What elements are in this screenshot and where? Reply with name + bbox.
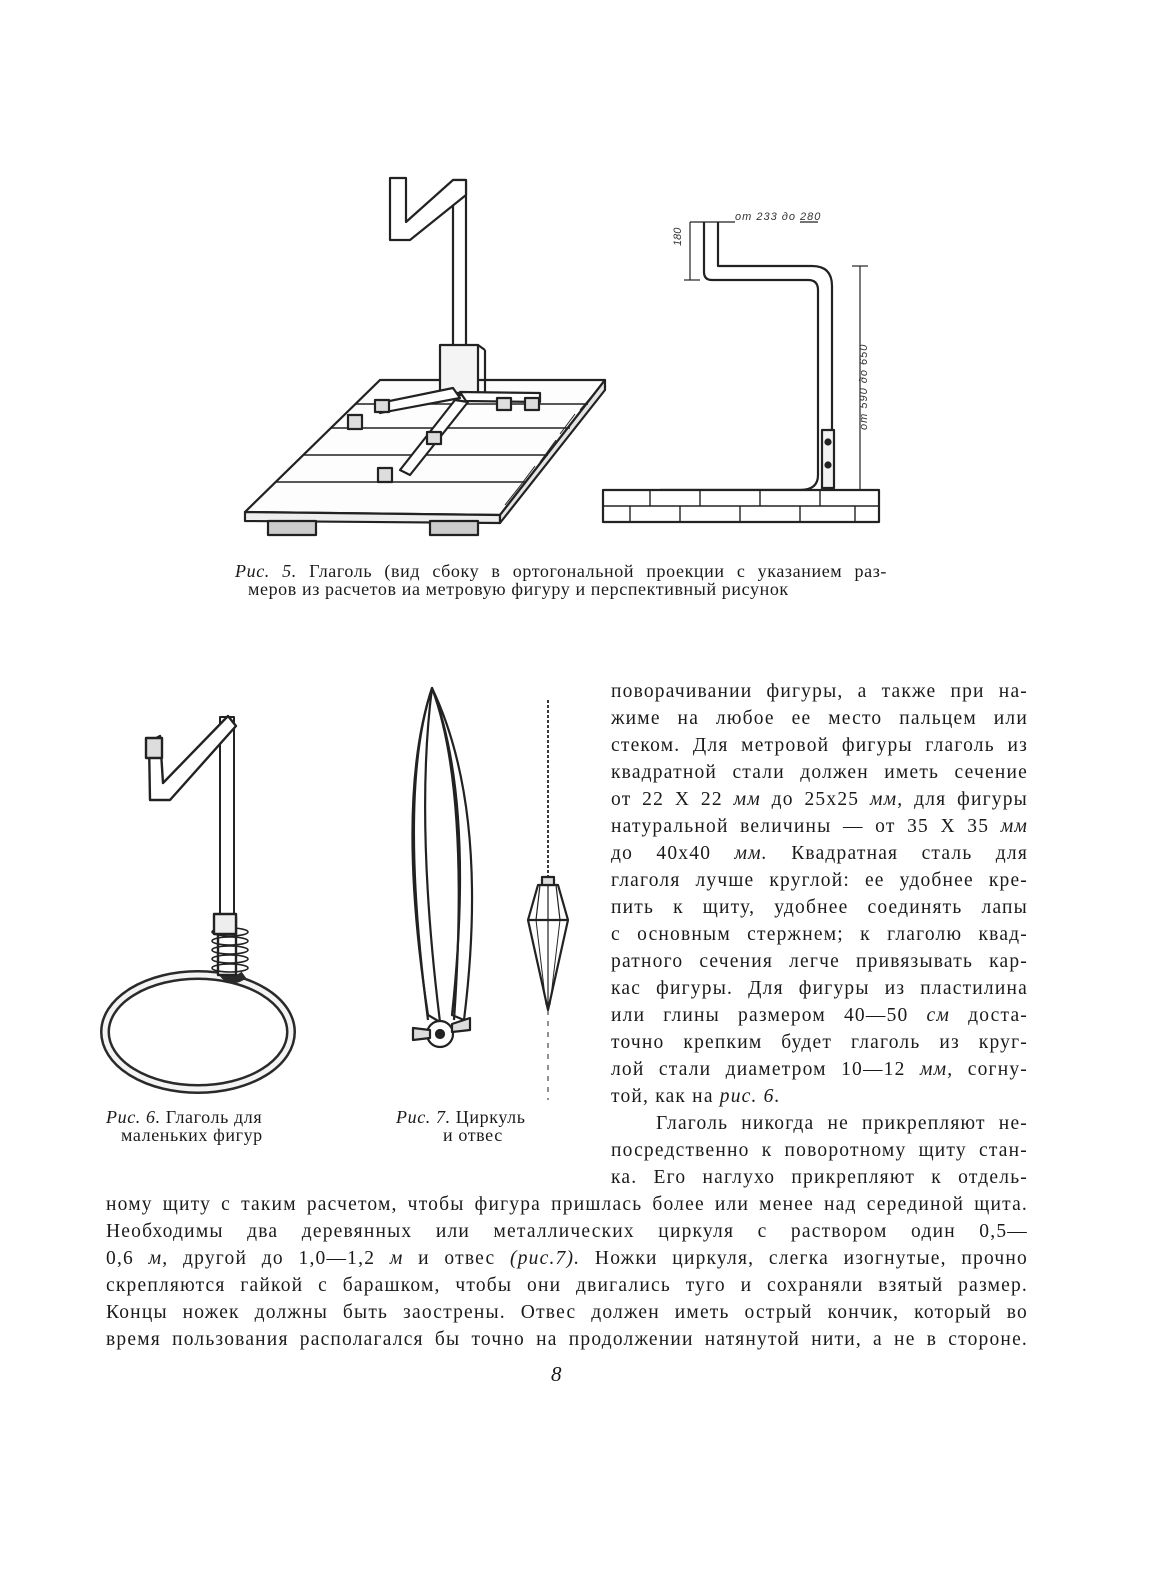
text-line: квадратной стали должен иметь сечение [611,762,1028,783]
text-line: до 40x40 мм. Квадратная сталь для [611,843,1028,864]
figure5-caption-line2: меров из расчетов иа метровую фигуру и перспективный рисунок [248,579,789,599]
figure6-caption-line1: Глаголь для [165,1107,263,1127]
figure5-caption-label: Рис. 5. [235,561,297,581]
dimension-label-right: от 590 до 650 [858,343,870,430]
figure7-caption-label: Рис. 7. [396,1107,451,1127]
paragraph-start: Глаголь никогда не прикрепляют не- [656,1113,1028,1134]
text-line: глаголя лучше круглой: ее удобнее кре- [611,870,1028,891]
figure5-caption-line1: Глаголь (вид сбоку в ортогональной проекции с указанием раз- [309,561,887,581]
text-line: 0,6 м, другой до 1,0—1,2 м и отвес (рис.7). Ножки циркуля, слегка изогнутые, прочно [106,1248,1028,1269]
text-line: посредственно к поворотному щиту стан- [611,1140,1028,1161]
dimension-label-left: 180 [672,227,684,246]
text-line: ному щиту с таким расчетом, чтобы фигура пришлась более или менее над серединой щита. [106,1194,1028,1215]
text-line: пить к щиту, удобнее соединять лапы [611,897,1028,918]
text-line: Концы ножек должны быть заострены. Отвес должен иметь острый кончик, который во [106,1302,1028,1323]
text-line: Необходимы два деревянных или металлических циркуля с раствором один 0,5— [106,1221,1028,1242]
page-number: 8 [551,1362,562,1386]
text-line: ка. Его наглухо прикрепляют к отдель- [611,1167,1028,1188]
figure7-caption-line1: Циркуль [455,1107,526,1127]
text-line: той, как на рис. 6. [611,1086,781,1107]
text-line: поворачивании фигуры, а также при на- [611,681,1028,702]
text-line: точно крепким будет глаголь из круг- [611,1032,1028,1053]
text-line: лой стали диаметром 10—12 мм, согну- [611,1059,1029,1080]
text-line: время пользования располагался бы точно на продолжении натянутой нити, а не в стороне. [106,1329,1028,1350]
text-line: жиме на любое ее место пальцем или [611,708,1028,729]
text-line: стеком. Для метровой фигуры глаголь из [611,735,1028,756]
dimension-label-top: от 233 до 280 [735,211,822,223]
text-line: от 22 X 22 мм до 25x25 мм, для фигуры [611,789,1028,810]
text-line: скрепляются гайкой с барашком, чтобы они двигались туго и сохраняли взятый размер. [106,1275,1028,1296]
figure6-caption-label: Рис. 6. [106,1107,161,1127]
figure7-caption-line2: и отвес [443,1125,503,1145]
figure6-caption-line2: маленьких фигур [121,1125,263,1145]
text-line: или глины размером 40—50 см доста- [611,1005,1029,1026]
text-line: с основным стержнем; к глаголю квад- [611,924,1028,945]
text-line: кас фигуры. Для фигуры из пластилина [611,978,1028,999]
text-line: ратного сечения легче привязывать кар- [611,951,1028,972]
figure7-caption [396,1108,566,1144]
text-line: натуральной величины — от 35 X 35 мм [611,816,1028,837]
